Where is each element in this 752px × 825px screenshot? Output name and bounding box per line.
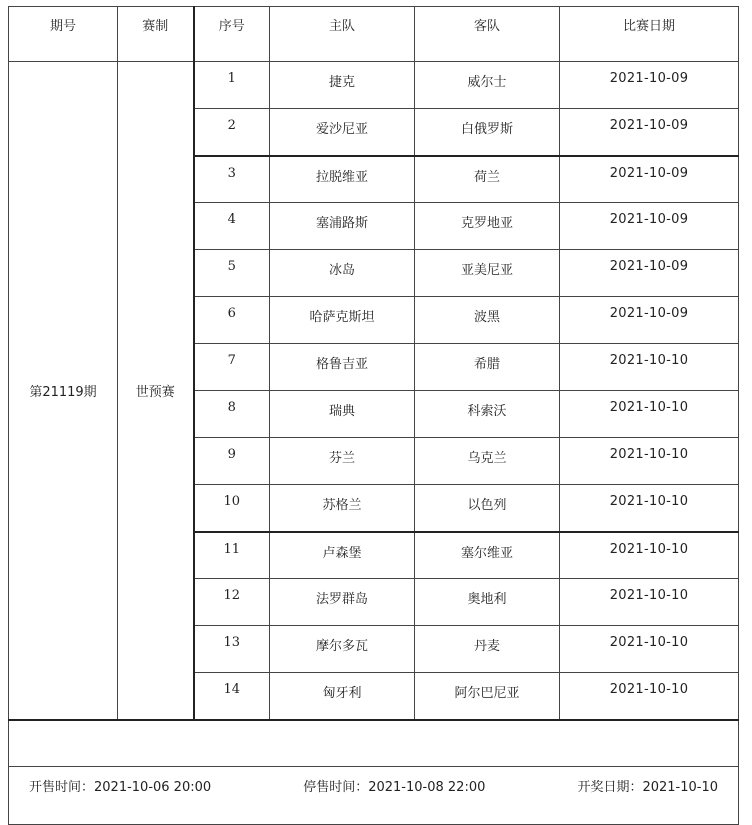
home-cell: 拉脱维亚 bbox=[270, 156, 415, 203]
schedule-table bbox=[8, 6, 739, 825]
home-cell: 摩尔多瓦 bbox=[270, 626, 415, 673]
away-cell: 丹麦 bbox=[415, 626, 560, 673]
header-period: 期号 bbox=[9, 7, 118, 62]
away-cell: 亚美尼亚 bbox=[415, 250, 560, 297]
home-cell: 捷克 bbox=[270, 62, 415, 109]
home-cell: 格鲁吉亚 bbox=[270, 344, 415, 391]
seq-cell: 3 bbox=[194, 156, 270, 203]
footer-cell bbox=[9, 767, 739, 825]
seq-cell: 2 bbox=[194, 109, 270, 156]
home-cell: 卢森堡 bbox=[270, 532, 415, 579]
seq-cell: 7 bbox=[194, 344, 270, 391]
away-cell: 波黑 bbox=[415, 297, 560, 344]
seq-cell: 1 bbox=[194, 62, 270, 109]
date-cell: 2021-10-09 bbox=[560, 203, 739, 250]
home-cell: 芬兰 bbox=[270, 438, 415, 485]
seq-cell: 4 bbox=[194, 203, 270, 250]
home-cell: 冰岛 bbox=[270, 250, 415, 297]
date-cell: 2021-10-09 bbox=[560, 109, 739, 156]
sale-stop-time: 停售时间：2021-10-08 22:00 bbox=[303, 780, 486, 795]
header-date: 比赛日期 bbox=[560, 7, 739, 62]
home-cell: 苏格兰 bbox=[270, 485, 415, 532]
away-cell: 阿尔巴尼亚 bbox=[415, 673, 560, 720]
home-cell: 塞浦路斯 bbox=[270, 203, 415, 250]
seq-cell: 11 bbox=[194, 532, 270, 579]
away-cell: 塞尔维亚 bbox=[415, 532, 560, 579]
date-cell: 2021-10-09 bbox=[560, 156, 739, 203]
date-cell: 2021-10-10 bbox=[560, 532, 739, 579]
header-row bbox=[9, 7, 739, 62]
seq-cell: 14 bbox=[194, 673, 270, 720]
away-cell: 乌克兰 bbox=[415, 438, 560, 485]
seq-cell: 5 bbox=[194, 250, 270, 297]
away-cell: 以色列 bbox=[415, 485, 560, 532]
sale-start-time: 开售时间：2021-10-06 20:00 bbox=[29, 780, 212, 795]
home-cell: 哈萨克斯坦 bbox=[270, 297, 415, 344]
away-cell: 科索沃 bbox=[415, 391, 560, 438]
date-cell: 2021-10-09 bbox=[560, 250, 739, 297]
home-cell: 法罗群岛 bbox=[270, 579, 415, 626]
header-seq: 序号 bbox=[194, 7, 270, 62]
home-cell: 爱沙尼亚 bbox=[270, 109, 415, 156]
blank-cell bbox=[9, 720, 739, 767]
away-cell: 奥地利 bbox=[415, 579, 560, 626]
header-away: 客队 bbox=[415, 7, 560, 62]
seq-cell: 13 bbox=[194, 626, 270, 673]
header-format: 赛制 bbox=[118, 7, 194, 62]
away-cell: 白俄罗斯 bbox=[415, 109, 560, 156]
home-cell: 匈牙利 bbox=[270, 673, 415, 720]
away-cell: 威尔士 bbox=[415, 62, 560, 109]
seq-cell: 10 bbox=[194, 485, 270, 532]
blank-row bbox=[9, 720, 739, 767]
home-cell: 瑞典 bbox=[270, 391, 415, 438]
away-cell: 荷兰 bbox=[415, 156, 560, 203]
seq-cell: 6 bbox=[194, 297, 270, 344]
away-cell: 希腊 bbox=[415, 344, 560, 391]
period-cell: 第21119期 bbox=[9, 62, 118, 720]
date-cell: 2021-10-10 bbox=[560, 485, 739, 532]
draw-date: 开奖日期：2021-10-10 bbox=[577, 780, 718, 795]
header-home: 主队 bbox=[270, 7, 415, 62]
date-cell: 2021-10-10 bbox=[560, 579, 739, 626]
away-cell: 克罗地亚 bbox=[415, 203, 560, 250]
format-cell: 世预赛 bbox=[118, 62, 194, 720]
footer-row bbox=[9, 767, 739, 825]
seq-cell: 9 bbox=[194, 438, 270, 485]
date-cell: 2021-10-09 bbox=[560, 297, 739, 344]
table-row bbox=[9, 62, 739, 109]
date-cell: 2021-10-10 bbox=[560, 391, 739, 438]
date-cell: 2021-10-10 bbox=[560, 626, 739, 673]
seq-cell: 8 bbox=[194, 391, 270, 438]
date-cell: 2021-10-10 bbox=[560, 344, 739, 391]
seq-cell: 12 bbox=[194, 579, 270, 626]
date-cell: 2021-10-09 bbox=[560, 62, 739, 109]
date-cell: 2021-10-10 bbox=[560, 673, 739, 720]
date-cell: 2021-10-10 bbox=[560, 438, 739, 485]
